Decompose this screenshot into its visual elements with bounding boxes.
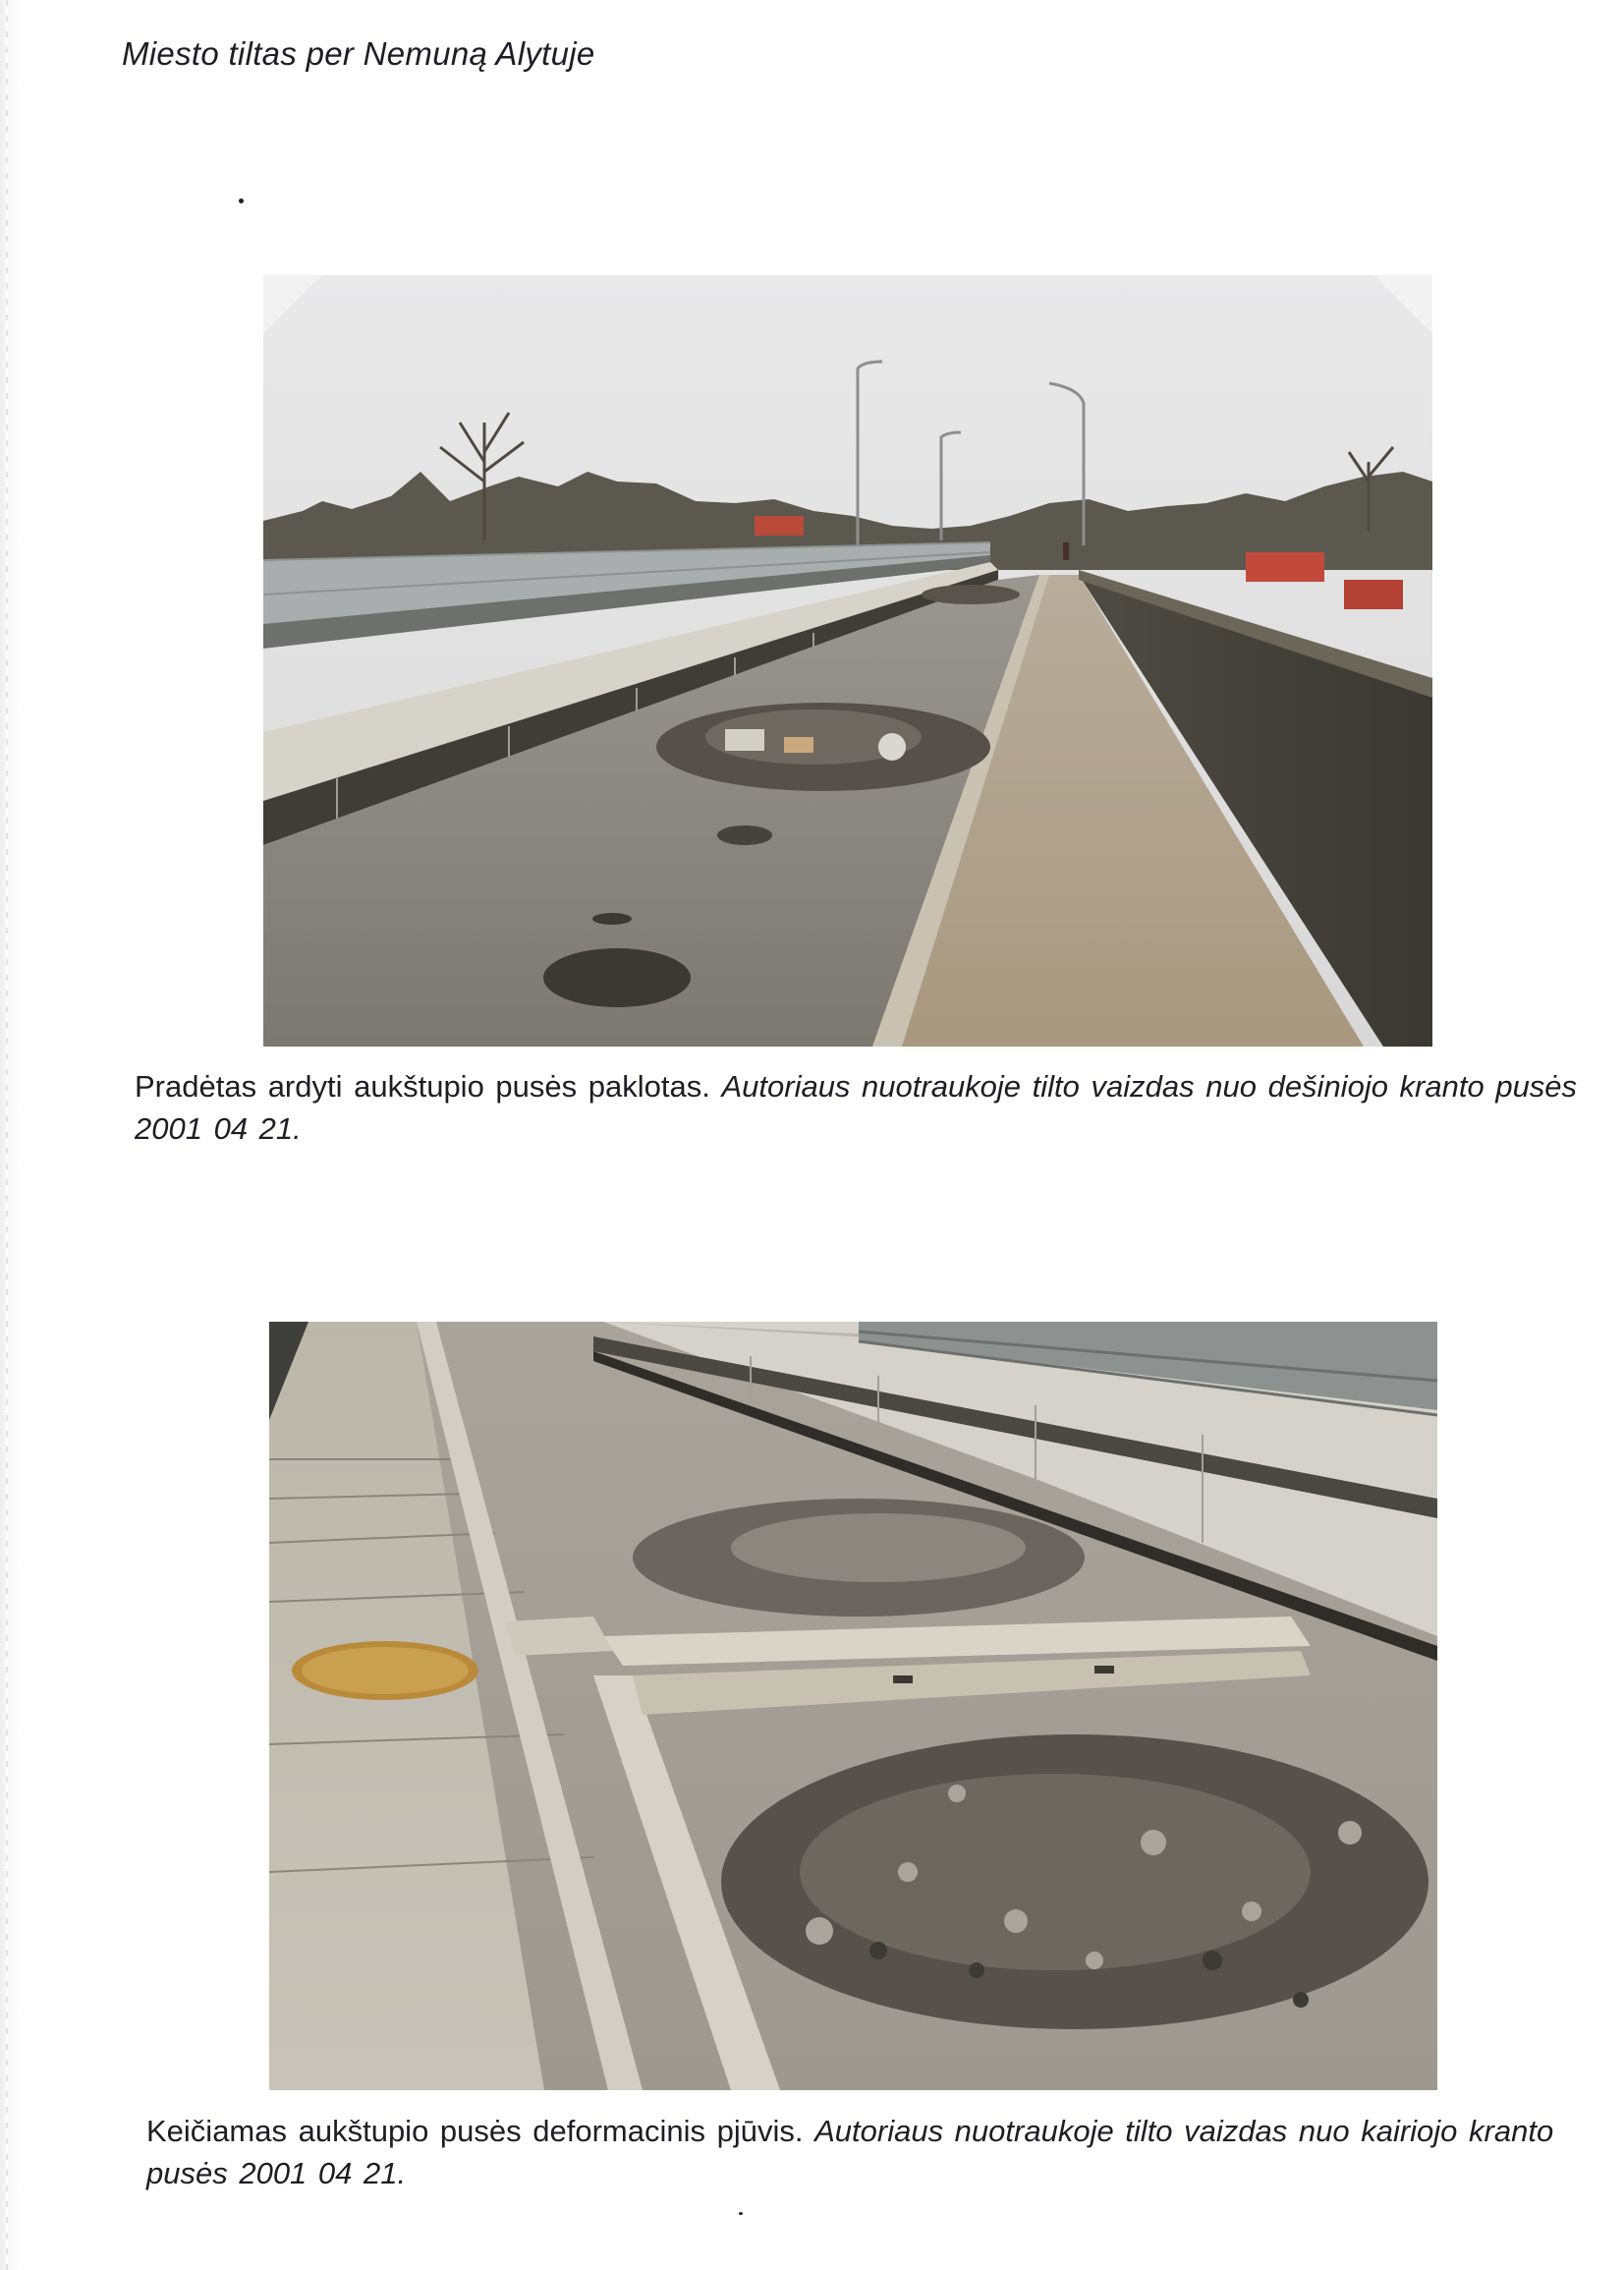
photo-2-caption-text: Keičiamas aukštupio pusės deformacinis pjūvis.	[146, 2114, 804, 2148]
photo-expansion-joint-image	[269, 1322, 1437, 2090]
photo-2-caption	[146, 2110, 1591, 2194]
photo-1-caption-credit: Autoriaus nuotraukoje tilto vaizdas nuo dešiniojo kranto pusės 2001 04 21.	[135, 1069, 1578, 1146]
photo-1-caption	[135, 1065, 1579, 1150]
stray-dot	[239, 199, 244, 203]
scan-edge	[0, 0, 20, 2270]
photo-1-caption-text: Pradėtas ardyti aukštupio pusės paklotas.	[135, 1069, 710, 1104]
photo-bridge-right-bank	[263, 275, 1432, 1047]
photo-bridge-right-bank-image	[263, 275, 1432, 1047]
photo-2-caption-credit: Autoriaus nuotraukoje tilto vaizdas nuo kairiojo kranto pusės 2001 04 21.	[146, 2114, 1554, 2190]
stray-dot	[739, 2212, 743, 2215]
page-title: Miesto tiltas per Nemuną Alytuje	[122, 35, 595, 72]
photo-expansion-joint	[269, 1322, 1437, 2090]
